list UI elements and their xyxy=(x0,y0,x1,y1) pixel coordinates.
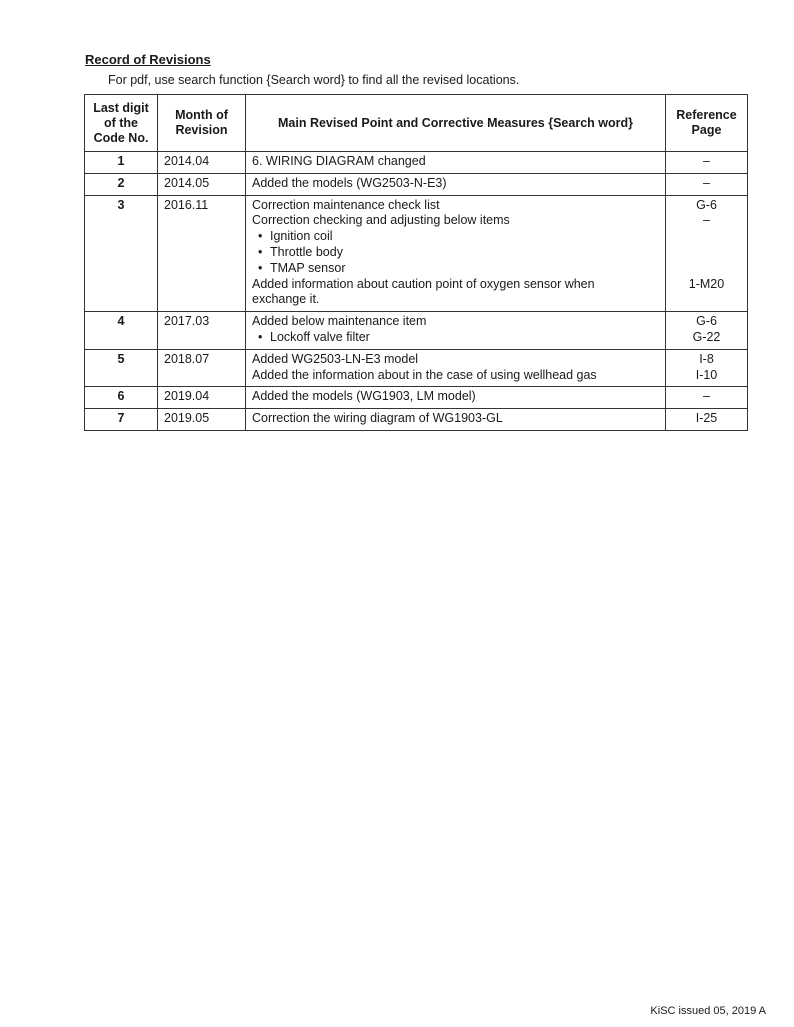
reference-page: – xyxy=(703,389,710,404)
revised-point-line: 6. WIRING DIAGRAM changed xyxy=(252,154,426,168)
revised-point-cell xyxy=(246,173,666,195)
code-cell: 6 xyxy=(85,387,158,409)
revised-point-line: Correction maintenance check list xyxy=(252,197,440,212)
reference-page: I-10 xyxy=(695,367,718,382)
table-row xyxy=(85,152,748,174)
bullet-item: • TMAP sensor xyxy=(252,261,659,277)
reference-page xyxy=(672,292,741,308)
code-cell: 5 xyxy=(85,349,158,387)
header-code xyxy=(85,95,158,152)
revised-point-cell xyxy=(246,312,666,350)
header-ref-line: Page xyxy=(691,123,722,137)
reference-page: G-6 xyxy=(696,197,717,212)
table-row xyxy=(85,173,748,195)
page-title: Record of Revisions xyxy=(85,52,211,67)
revised-point-line: Added the models (WG2503-N-E3) xyxy=(252,175,447,190)
revised-point-line: Added WG2503-LN-E3 model xyxy=(252,351,419,366)
header-month xyxy=(158,95,246,152)
revised-point-cell xyxy=(246,152,666,174)
revised-point-line: Added the models (WG1903, LM model) xyxy=(252,389,476,404)
table-row xyxy=(85,195,748,312)
month-cell: 2018.07 xyxy=(158,349,246,387)
reference-page: – xyxy=(703,213,710,228)
table-row xyxy=(85,312,748,350)
bullet-item: • Ignition coil xyxy=(252,229,659,245)
revised-point-line: Correction checking and adjusting below items xyxy=(252,213,510,228)
header-month-line: Revision xyxy=(175,123,228,137)
table-header-row xyxy=(85,95,748,152)
reference-page xyxy=(672,229,741,245)
header-points: Main Revised Point and Corrective Measures {Search word} xyxy=(246,95,666,152)
revised-point-line: exchange it. xyxy=(252,292,320,307)
header-month-line: Month of xyxy=(175,108,228,122)
table-body xyxy=(85,152,748,431)
table-row xyxy=(85,387,748,409)
reference-page: 1-M20 xyxy=(688,276,725,291)
reference-page-cell xyxy=(666,349,748,387)
code-cell: 7 xyxy=(85,409,158,431)
month-cell: 2016.11 xyxy=(158,195,246,312)
revised-point-line: Added below maintenance item xyxy=(252,314,427,329)
reference-page-cell xyxy=(666,409,748,431)
code-cell: 2 xyxy=(85,173,158,195)
reference-page xyxy=(672,261,741,277)
bullet-item: • Throttle body xyxy=(252,245,659,261)
reference-page: I-8 xyxy=(699,351,714,366)
revised-point-cell xyxy=(246,409,666,431)
footer-issue-note: KiSC issued 05, 2019 A xyxy=(650,1005,766,1017)
revised-point-line: Correction the wiring diagram of WG1903-GL xyxy=(252,411,503,426)
header-code-line: of the xyxy=(103,115,139,130)
header-code-line: Code No. xyxy=(93,130,149,145)
intro-text: For pdf, use search function {Search word} to find all the revised locations. xyxy=(108,73,520,87)
bullet-item: • Lockoff valve filter xyxy=(252,330,659,346)
reference-page: – xyxy=(703,175,710,190)
reference-page: I-25 xyxy=(695,411,718,426)
header-ref-line: Reference xyxy=(676,108,737,122)
revised-point-line: Added the information about in the case of using wellhead gas xyxy=(252,367,597,382)
revised-point-cell xyxy=(246,195,666,312)
revised-point-line: Added information about caution point of oxygen sensor when xyxy=(252,276,595,291)
revisions-table xyxy=(84,94,748,431)
reference-page-cell xyxy=(666,152,748,174)
reference-page-cell xyxy=(666,173,748,195)
code-cell: 4 xyxy=(85,312,158,350)
month-cell: 2019.04 xyxy=(158,387,246,409)
reference-page: – xyxy=(703,154,710,168)
revised-point-cell xyxy=(246,387,666,409)
table-row xyxy=(85,349,748,387)
month-cell: 2019.05 xyxy=(158,409,246,431)
reference-page: G-6 xyxy=(696,314,717,329)
header-ref xyxy=(666,95,748,152)
month-cell: 2014.05 xyxy=(158,173,246,195)
reference-page-cell xyxy=(666,387,748,409)
reference-page-cell xyxy=(666,312,748,350)
month-cell: 2014.04 xyxy=(158,152,246,174)
table-row xyxy=(85,409,748,431)
month-cell: 2017.03 xyxy=(158,312,246,350)
code-cell: 3 xyxy=(85,195,158,312)
reference-page xyxy=(672,245,741,261)
header-code-line: Last digit xyxy=(93,100,149,115)
revised-point-cell xyxy=(246,349,666,387)
reference-page: G-22 xyxy=(692,329,721,344)
code-cell: 1 xyxy=(85,152,158,174)
reference-page-cell xyxy=(666,195,748,312)
